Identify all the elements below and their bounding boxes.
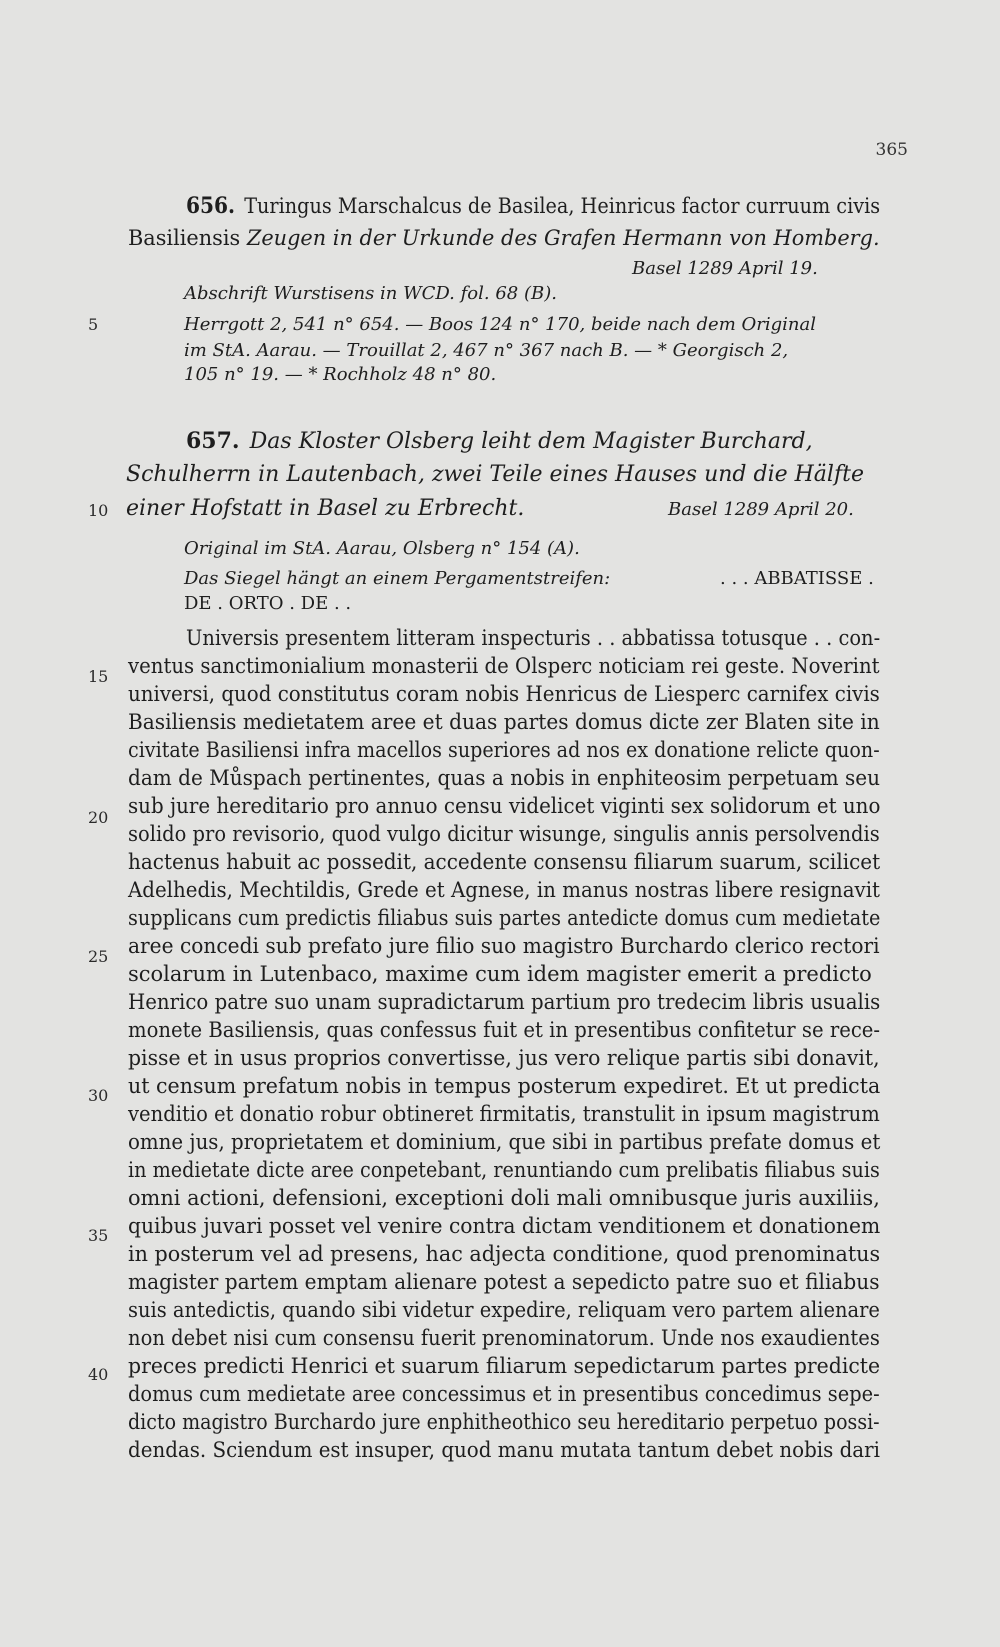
entry-656-heading-line-2 [128,228,880,249]
entry-657-heading-line-2: Schulherrn in Lautenbach, zwei Teile eines Hauses und die Hälfte [126,462,864,487]
text-line: hactenus habuit ac possedit, accedente consensu filiarum suarum, scilicet [128,850,881,874]
entry-656-number: 656. [186,193,236,219]
line-number-40: 40 [88,1365,109,1384]
line-number-30: 30 [88,1086,109,1105]
text-line: scolarum in Lutenbaco, maxime cum idem magister emerit a predicto [128,962,872,986]
entry-657-number: 657. [186,428,240,454]
text-line: universi, quod constitutus coram nobis Henricus de Liesperc carnifex civis [128,682,880,706]
entry-656-heading-line-1 [186,195,880,217]
entry-656-heading-text-1: Turingus Marschalcus de Basilea, Heinricus factor curruum civis [244,194,881,218]
line-number-35: 35 [88,1226,109,1245]
text-line: solido pro revisorio, quod vulgo dicitur wisunge, singulis annis persolvendis [128,822,880,846]
text-line: Universis presentem litteram inspecturis . . abbatissa totusque . . con- [186,626,881,650]
text-line: dendas. Sciendum est insuper, quod manu mutata tantum debet nobis dari [128,1438,880,1462]
line-number-15: 15 [88,667,109,686]
text-line: venditio et donatio robur obtineret firmitatis, transtulit in ipsum magistrum [128,1102,880,1126]
entry-657-seal-line-2: DE . ORTO . DE . . [184,593,352,614]
text-line: Henrico patre suo unam supradictarum partium pro tredecim libris usualis [128,990,881,1014]
text-line: aree concedi sub prefato jure filio suo magistro Burchardo clerico rectori [128,934,880,958]
text-line: ventus sanctimonialium monasterii de Olsperc noticiam rei geste. Noverint [128,654,880,678]
line-number-10: 10 [88,501,109,520]
entry-657-date: Basel 1289 April 20. [668,499,854,520]
text-line: monete Basiliensis, quas confessus fuit et in presentibus confitetur se rece- [128,1018,881,1042]
text-line: in posterum vel ad presens, hac adjecta conditione, quod prenominatus [128,1242,881,1266]
entry-656-source-4: 105 n° 19. — * Rochholz 48 n° 80. [184,364,497,385]
entry-656-source-1: Abschrift Wurstisens in WCD. fol. 68 (B). [184,283,557,304]
line-number-5: 5 [88,315,99,334]
text-line: pisse et in usus proprios convertisse, jus vero relique partis sibi donavit, [128,1046,880,1070]
entry-657-source-1: Original im StA. Aarau, Olsberg n° 154 (A). [184,538,580,559]
text-line: preces predicti Henrici et suarum filiarum sepedictarum partes predicte [128,1354,881,1378]
text-line: non debet nisi cum consensu fuerit prenominatorum. Unde nos exaudientes [128,1326,880,1350]
entry-657-seal-line-1b: . . . ABBATISSE . [720,568,874,589]
entry-656-date: Basel 1289 April 19. [632,258,818,279]
text-line: civitate Basiliensi infra macellos superiores ad nos ex donatione relicte quon- [128,738,880,762]
text-line: dam de Můspach pertinentes, quas a nobis in enphiteosim perpetuam seu [128,766,881,790]
page-number: 365 [875,140,908,160]
text-line: sub jure hereditario pro annuo censu videlicet viginti sex solidorum et uno [128,794,881,818]
entry-657-heading-text-1: Das Kloster Olsberg leiht dem Magister Burchard, [249,429,813,454]
entry-656-source-3: im StA. Aarau. — Trouillat 2, 467 n° 367 nach B. — * Georgisch 2, [184,340,789,361]
text-line: dicto magistro Burchardo jure enphitheothico seu hereditario perpetuo possi- [128,1410,880,1434]
entry-657-heading-line-3: einer Hofstatt in Basel zu Erbrecht. [126,496,525,521]
text-line: magister partem emptam alienare potest a sepedicto patre suo et filiabus [128,1270,880,1294]
entry-657-seal-line-1a: Das Siegel hängt an einem Pergamentstreifen: [184,568,611,589]
text-line: in medietate dicte aree conpetebant, renuntiando cum prelibatis filiabus suis [128,1158,880,1182]
text-line: domus cum medietate aree concessimus et in presentibus concedimus sepe- [128,1382,880,1406]
entry-656-heading-text-2a: Basiliensis [128,226,241,250]
text-line: ut censum prefatum nobis in tempus posterum expediret. Et ut predicta [128,1074,881,1098]
text-line: supplicans cum predictis filiabus suis partes antedicte domus cum medietate [128,906,881,930]
text-line: quibus juvari posset vel venire contra dictam venditionem et donationem [128,1214,881,1238]
text-line: Basiliensis medietatem aree et duas partes domus dicte zer Blaten site in [128,710,880,734]
text-line: omne jus, proprietatem et dominium, que sibi in partibus prefate domus et [128,1130,881,1154]
entry-656-heading-text-2b: Zeugen in der Urkunde des Grafen Hermann von Homberg. [246,226,880,250]
line-number-20: 20 [88,808,109,827]
text-line: Adelhedis, Mechtildis, Grede et Agnese, in manus nostras libere resignavit [128,878,881,902]
text-line: suis antedictis, quando sibi videtur expedire, reliquam vero partem alienare [128,1298,880,1322]
text-line: omni actioni, defensioni, exceptioni doli mali omnibusque juris auxiliis, [128,1186,880,1210]
entry-657-heading-line-1 [186,430,813,453]
line-number-25: 25 [88,947,109,966]
entry-656-source-2: Herrgott 2, 541 n° 654. — Boos 124 n° 170, beide nach dem Original [184,314,816,335]
